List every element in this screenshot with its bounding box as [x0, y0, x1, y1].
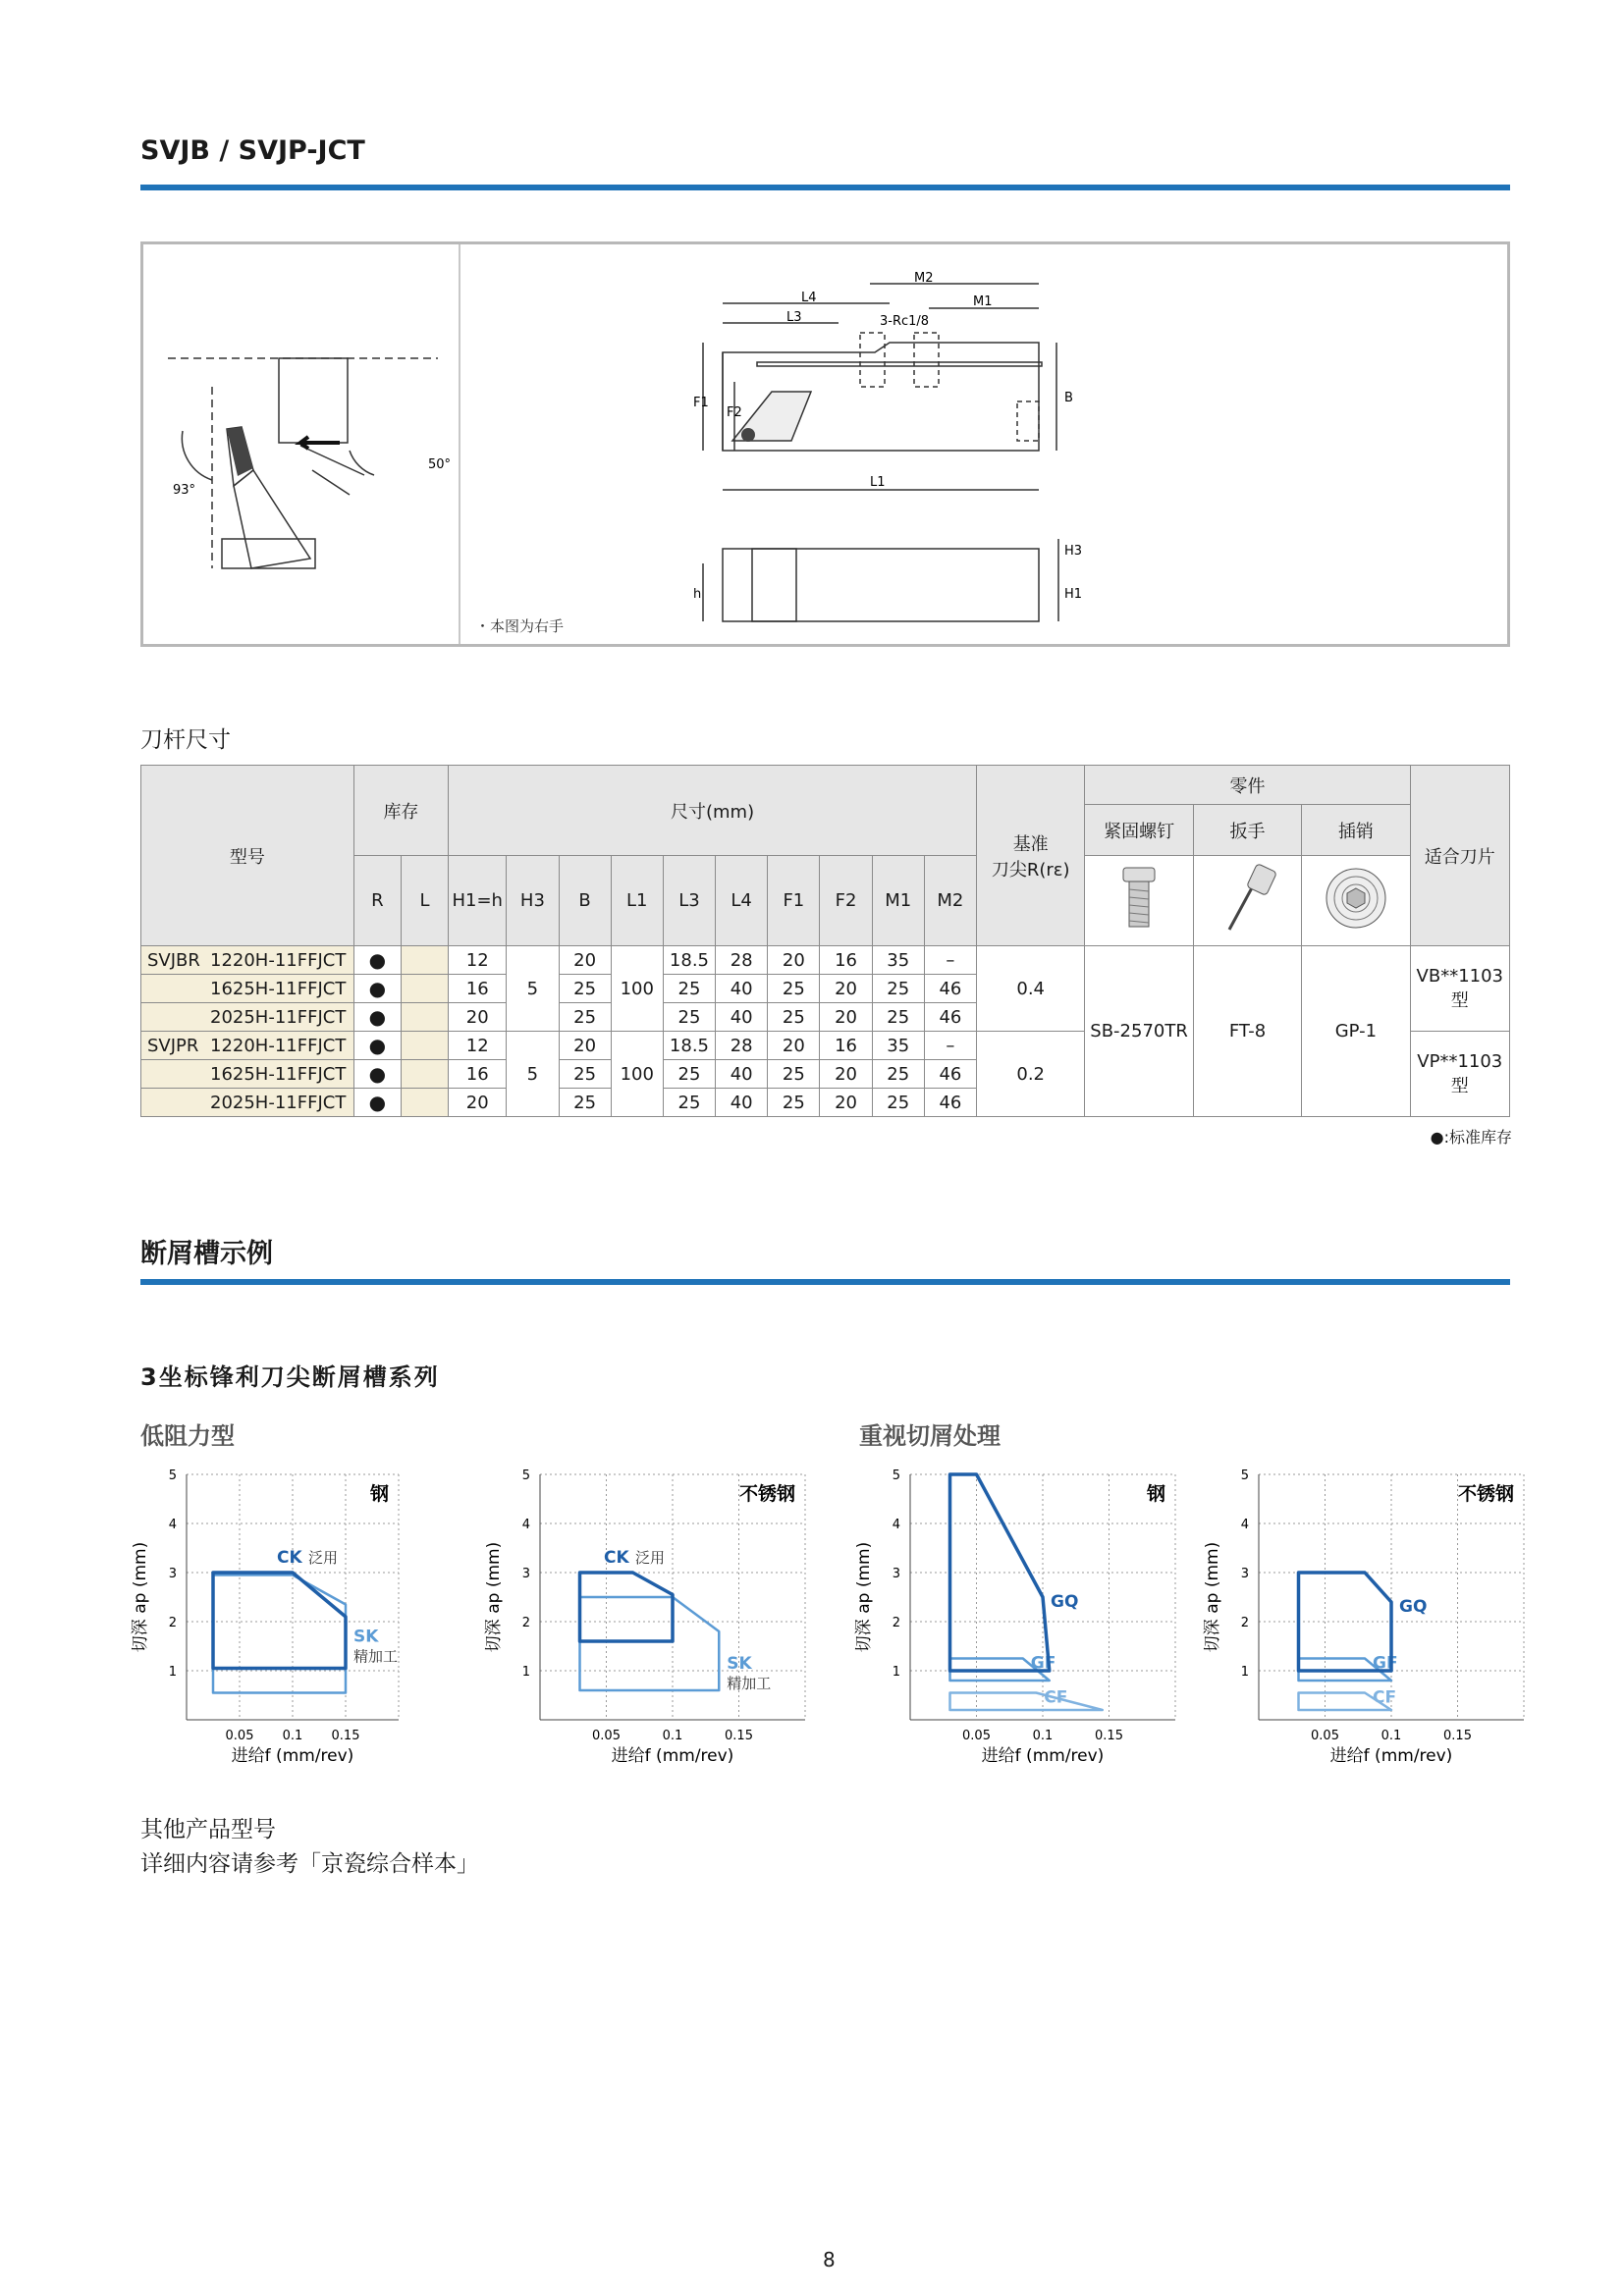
cell-h1: 16	[449, 1060, 507, 1089]
table-row	[141, 946, 1510, 975]
x-axis-label: 进给f (mm/rev)	[981, 1746, 1105, 1766]
col-h1: H1=h	[449, 856, 507, 946]
model-code: 1220H-11FFJCT	[210, 1035, 347, 1056]
area-ck	[213, 1573, 346, 1669]
series-name-label: GF	[1373, 1653, 1398, 1674]
page-number: 8	[823, 2248, 836, 2271]
y-tick-label: 4	[168, 1518, 177, 1532]
col-wrench: 扳手	[1193, 805, 1301, 856]
y-tick-label: 5	[521, 1468, 530, 1483]
series-name-label: CF	[1044, 1687, 1068, 1708]
cell-l4: 40	[716, 1089, 768, 1117]
model-code: 2025H-11FFJCT	[210, 1006, 347, 1028]
cell-m2: 46	[924, 1089, 976, 1117]
cell-m1: 35	[872, 946, 924, 975]
x-tick-label: 0.1	[662, 1729, 683, 1743]
cell-h3: 5	[507, 1032, 559, 1117]
chart-title: 不锈钢	[1457, 1483, 1514, 1505]
series-name-label: CK	[604, 1548, 629, 1568]
cell-l4: 40	[716, 1003, 768, 1032]
dim-h1: H1	[1064, 587, 1083, 602]
x-tick-label: 0.15	[725, 1729, 753, 1743]
title-rule	[140, 185, 1510, 190]
y-tick-label: 1	[892, 1665, 900, 1680]
cell-m1: 25	[872, 1060, 924, 1089]
cell-f1: 25	[768, 1089, 820, 1117]
tool-holder-drawing	[693, 254, 1420, 637]
cell-b: 20	[559, 1032, 611, 1060]
dim-f1: F1	[693, 396, 709, 410]
y-tick-label: 2	[1240, 1616, 1249, 1630]
reference-note: 详细内容请参考「京瓷综合样本」	[140, 1851, 479, 1877]
cell-l3: 25	[663, 1060, 715, 1089]
cell-f2: 20	[820, 975, 872, 1003]
col-m2: M2	[924, 856, 976, 946]
x-tick-label: 0.05	[1311, 1729, 1339, 1743]
cell-radius: 0.2	[977, 1032, 1085, 1117]
cell-insert	[1410, 946, 1509, 1032]
col-radius: 基准 刀尖R(rε)	[977, 766, 1085, 946]
series-name-label: SK	[727, 1654, 752, 1674]
col-l1: L1	[611, 856, 663, 946]
cell-m1: 25	[872, 1003, 924, 1032]
cell-wrench: FT-8	[1193, 946, 1301, 1117]
dim-b: B	[1064, 391, 1073, 405]
y-tick-label: 3	[1240, 1567, 1249, 1581]
cell-h1: 20	[449, 1089, 507, 1117]
col-b: B	[559, 856, 611, 946]
dim-l1: L1	[870, 475, 886, 490]
stock-r: ●	[353, 1060, 401, 1089]
model-code: 1625H-11FFJCT	[210, 1063, 347, 1085]
table-section-title: 刀杆尺寸	[140, 727, 231, 753]
y-tick-label: 2	[521, 1616, 530, 1630]
cell-f1: 25	[768, 975, 820, 1003]
stock-r: ●	[353, 1089, 401, 1117]
col-f1: F1	[768, 856, 820, 946]
x-tick-label: 0.05	[592, 1729, 621, 1743]
series-name-label: SK	[353, 1627, 379, 1647]
cell-l4: 28	[716, 946, 768, 975]
cell-b: 25	[559, 1060, 611, 1089]
chart-2	[469, 1453, 823, 1787]
x-axis-label: 进给f (mm/rev)	[1329, 1746, 1453, 1766]
x-tick-label: 0.1	[282, 1729, 303, 1743]
x-tick-label: 0.1	[1032, 1729, 1054, 1743]
cell-m2: 46	[924, 975, 976, 1003]
series-label: SVJBR	[147, 949, 200, 971]
cell-f2: 16	[820, 946, 872, 975]
col-r: R	[353, 856, 401, 946]
cell-f2: 20	[820, 1060, 872, 1089]
area-ck	[580, 1573, 674, 1641]
series-desc-label: 精加工	[727, 1675, 772, 1692]
pin-icon	[1302, 856, 1410, 946]
feed-arrow-icon	[300, 437, 340, 449]
wrench-icon	[1193, 856, 1301, 946]
col-l3: L3	[663, 856, 715, 946]
col-l: L	[401, 856, 448, 946]
dim-h3: H3	[1064, 544, 1083, 559]
col-model: 型号	[141, 766, 354, 946]
x-tick-label: 0.05	[225, 1729, 254, 1743]
col-m1: M1	[872, 856, 924, 946]
dim-m2: M2	[914, 271, 934, 286]
cell-l3: 25	[663, 975, 715, 1003]
stock-l	[401, 975, 448, 1003]
chart-title: 不锈钢	[738, 1483, 795, 1505]
cell-l3: 25	[663, 1003, 715, 1032]
area-sk	[580, 1597, 720, 1690]
cell-insert	[1410, 1032, 1509, 1117]
cell-h3: 5	[507, 946, 559, 1032]
x-tick-label: 0.05	[962, 1729, 991, 1743]
cell-b: 25	[559, 975, 611, 1003]
col-l4: L4	[716, 856, 768, 946]
y-tick-label: 5	[892, 1468, 900, 1483]
y-tick-label: 5	[168, 1468, 177, 1483]
cell-m2: –	[924, 1032, 976, 1060]
cell-l4: 28	[716, 1032, 768, 1060]
tool-figure	[140, 241, 1510, 647]
series-subtitle: 3坐标锋利刀尖断屑槽系列	[140, 1363, 440, 1391]
model-code: 2025H-11FFJCT	[210, 1092, 347, 1113]
stock-r: ●	[353, 975, 401, 1003]
y-tick-label: 5	[1240, 1468, 1249, 1483]
cell-f2: 16	[820, 1032, 872, 1060]
section-rule	[140, 1279, 1510, 1285]
dim-m1: M1	[973, 294, 993, 309]
chart-3	[839, 1453, 1193, 1787]
cell-l3: 18.5	[663, 1032, 715, 1060]
cell-f1: 20	[768, 1032, 820, 1060]
area-sk	[213, 1575, 346, 1693]
col-insert: 适合刀片	[1410, 766, 1509, 946]
col-pin: 插销	[1302, 805, 1410, 856]
cell-m1: 35	[872, 1032, 924, 1060]
cell-f1: 25	[768, 1060, 820, 1089]
x-tick-label: 0.15	[1095, 1729, 1123, 1743]
insert-suffix: 型	[1450, 1075, 1469, 1096]
cell-m1: 25	[872, 975, 924, 1003]
side-angle-label: 50°	[428, 457, 452, 472]
x-tick-label: 0.15	[1443, 1729, 1472, 1743]
approach-angle-label: 93°	[173, 483, 196, 498]
cell-b: 25	[559, 1003, 611, 1032]
col-screw: 紧固螺钉	[1085, 805, 1193, 856]
cell-h1: 12	[449, 1032, 507, 1060]
stock-r: ●	[353, 946, 401, 975]
series-desc-label: 精加工	[353, 1647, 399, 1666]
col-f2: F2	[820, 856, 872, 946]
dim-f2: F2	[727, 405, 742, 420]
series-name-label: GF	[1030, 1653, 1056, 1674]
cell-f1: 25	[768, 1003, 820, 1032]
cell-l1: 100	[611, 946, 663, 1032]
chart-1	[116, 1453, 410, 1787]
page-title: SVJB / SVJP-JCT	[140, 135, 365, 166]
cell-b: 25	[559, 1089, 611, 1117]
insert-suffix: 型	[1450, 989, 1469, 1011]
stock-l	[401, 946, 448, 975]
cell-m1: 25	[872, 1089, 924, 1117]
y-tick-label: 1	[521, 1665, 530, 1680]
screw-icon	[1085, 856, 1193, 946]
cell-h1: 12	[449, 946, 507, 975]
cell-radius: 0.4	[977, 946, 1085, 1032]
insert-code: VB**1103	[1416, 965, 1504, 987]
cell-h1: 16	[449, 975, 507, 1003]
y-axis-label: 切深 ap (mm)	[484, 1541, 504, 1653]
stock-l	[401, 1060, 448, 1089]
dim-l4: L4	[801, 291, 817, 305]
figure-note: ・本图为右手	[475, 617, 565, 635]
dim-h: h	[693, 587, 702, 602]
cell-b: 20	[559, 946, 611, 975]
insert-angle-diagram	[143, 244, 458, 644]
cell-screw: SB-2570TR	[1085, 946, 1193, 1117]
stock-legend: ●:标准库存	[1430, 1128, 1512, 1147]
insert-screw-icon	[741, 428, 755, 442]
stock-l	[401, 1032, 448, 1060]
series-desc-label: 泛用	[635, 1549, 666, 1567]
chart-title: 钢	[1146, 1483, 1165, 1505]
cell-f2: 20	[820, 1003, 872, 1032]
insert-code: VP**1103	[1417, 1050, 1503, 1072]
cell-h1: 20	[449, 1003, 507, 1032]
col-stock: 库存	[353, 766, 448, 856]
x-axis-label: 进给f (mm/rev)	[231, 1746, 354, 1766]
series-name-label: CK	[277, 1548, 302, 1568]
y-tick-label: 3	[892, 1567, 900, 1581]
series-name-label: GQ	[1051, 1592, 1079, 1612]
cell-m2: –	[924, 946, 976, 975]
y-tick-label: 1	[1240, 1665, 1249, 1680]
stock-r: ●	[353, 1032, 401, 1060]
series-name-label: GQ	[1399, 1597, 1428, 1617]
y-axis-label: 切深 ap (mm)	[131, 1541, 150, 1653]
col-parts: 零件	[1085, 766, 1410, 805]
spec-table	[140, 765, 1510, 1117]
x-tick-label: 0.1	[1380, 1729, 1402, 1743]
chart-title: 钢	[369, 1483, 389, 1505]
y-tick-label: 3	[521, 1567, 530, 1581]
stock-l	[401, 1089, 448, 1117]
section-title: 断屑槽示例	[140, 1239, 273, 1269]
group-right-label: 重视切屑处理	[859, 1422, 1001, 1450]
insert-shape	[227, 427, 253, 476]
cell-l4: 40	[716, 975, 768, 1003]
y-tick-label: 4	[1240, 1518, 1249, 1532]
cell-m2: 46	[924, 1060, 976, 1089]
series-name-label: CF	[1373, 1687, 1397, 1708]
y-axis-label: 切深 ap (mm)	[1203, 1541, 1222, 1653]
col-dims: 尺寸(mm)	[449, 766, 977, 856]
cell-l1: 100	[611, 1032, 663, 1117]
dim-l3: L3	[786, 310, 802, 325]
stock-l	[401, 1003, 448, 1032]
y-tick-label: 2	[892, 1616, 900, 1630]
cell-f1: 20	[768, 946, 820, 975]
series-desc-label: 泛用	[308, 1549, 339, 1567]
cell-pin: GP-1	[1302, 946, 1410, 1117]
cell-f2: 20	[820, 1089, 872, 1117]
dim-rc: 3-Rc1/8	[880, 314, 930, 329]
figure-divider	[459, 244, 460, 644]
x-tick-label: 0.15	[331, 1729, 360, 1743]
y-axis-label: 切深 ap (mm)	[854, 1541, 874, 1653]
model-code: 1220H-11FFJCT	[210, 949, 347, 971]
cell-m2: 46	[924, 1003, 976, 1032]
chart-4	[1188, 1453, 1542, 1787]
stock-r: ●	[353, 1003, 401, 1032]
col-h3: H3	[507, 856, 559, 946]
group-left-label: 低阻力型	[140, 1422, 235, 1450]
model-code: 1625H-11FFJCT	[210, 978, 347, 999]
y-tick-label: 3	[168, 1567, 177, 1581]
series-label: SVJPR	[147, 1035, 199, 1056]
area-cf	[950, 1693, 1103, 1711]
y-tick-label: 2	[168, 1616, 177, 1630]
y-tick-label: 4	[892, 1518, 900, 1532]
y-tick-label: 1	[168, 1665, 177, 1680]
x-axis-label: 进给f (mm/rev)	[611, 1746, 734, 1766]
cell-l3: 25	[663, 1089, 715, 1117]
cell-l4: 40	[716, 1060, 768, 1089]
cell-l3: 18.5	[663, 946, 715, 975]
y-tick-label: 4	[521, 1518, 530, 1532]
other-products-label: 其他产品型号	[140, 1817, 276, 1842]
